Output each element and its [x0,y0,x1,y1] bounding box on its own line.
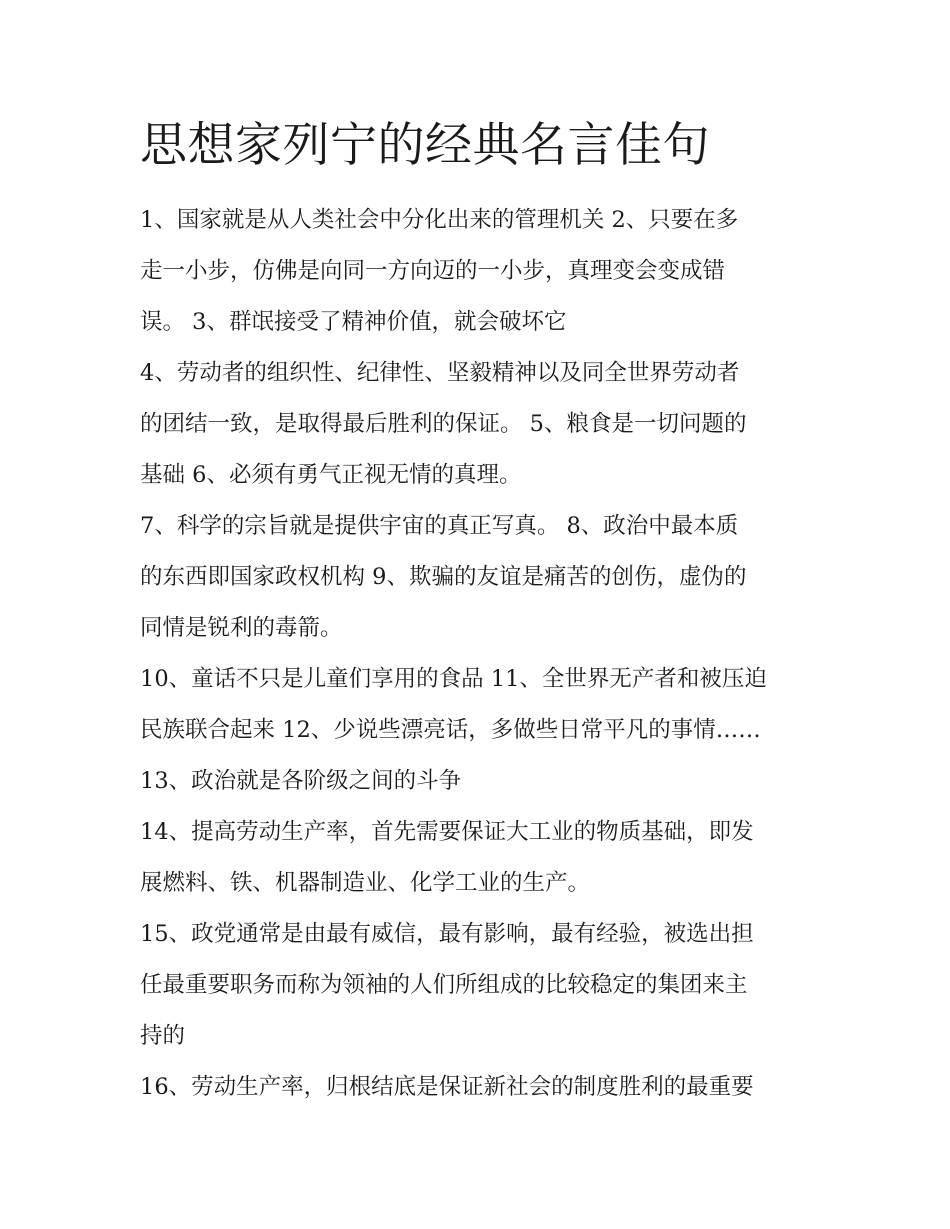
text-line: 1、国家就是从人类社会中分化出来的管理机关 2、只要在多 [140,207,739,233]
text-line: 的团结一致，是取得最后胜利的保证。 5、粮食是一切问题的 [140,411,747,437]
document-title: 思想家列宁的经典名言佳句 [140,118,710,173]
text-line: 13、政治就是各阶级之间的斗争 [140,768,462,794]
text-line: 4、劳动者的组织性、纪律性、坚毅精神以及同全世界劳动者 [140,360,740,386]
text-line: 的东西即国家政权机构 9、欺骗的友谊是痛苦的创伤，虚伪的 [140,564,747,590]
text-line: 展燃料、铁、机器制造业、化学工业的生产。 [140,870,591,896]
text-line: 走一小步，仿佛是向同一方向迈的一小步，真理变会变成错 [140,258,726,284]
paragraph-quote-14 [140,812,820,914]
text-line: 14、提高劳动生产率，首先需要保证大工业的物质基础，即发 [140,819,754,845]
text-line: 任最重要职务而称为领袖的人们所组成的比较稳定的集团来主 [140,972,748,998]
text-line: 10、童话不只是儿童们享用的食品 11、全世界无产者和被压迫 [140,666,767,692]
text-line: 16、劳动生产率，归根结底是保证新社会的制度胜利的最重要 [140,1074,754,1100]
paragraph-quote-16 [140,1067,820,1118]
text-line: 15、政党通常是由最有威信，最有影响，最有经验，被选出担 [140,921,754,947]
paragraph-quotes-4-6 [140,353,820,506]
paragraph-quotes-1-3 [140,200,820,353]
paragraph-quote-15 [140,914,820,1067]
paragraph-quotes-7-9 [140,506,820,659]
text-line: 民族联合起来 12、少说些漂亮话，多做些日常平凡的事情…… [140,717,761,743]
paragraph-quote-13 [140,761,820,812]
text-line: 持的 [140,1023,186,1049]
text-line: 基础 6、必须有勇气正视无情的真理。 [140,462,522,488]
document-page [140,112,820,1118]
text-line: 误。 3、群氓接受了精神价值，就会破坏它 [140,309,567,335]
paragraph-quotes-10-12 [140,659,820,761]
text-line: 7、科学的宗旨就是提供宇宙的真正写真。 8、政治中最本质 [140,513,739,539]
text-line: 同情是锐利的毒箭。 [140,615,343,641]
